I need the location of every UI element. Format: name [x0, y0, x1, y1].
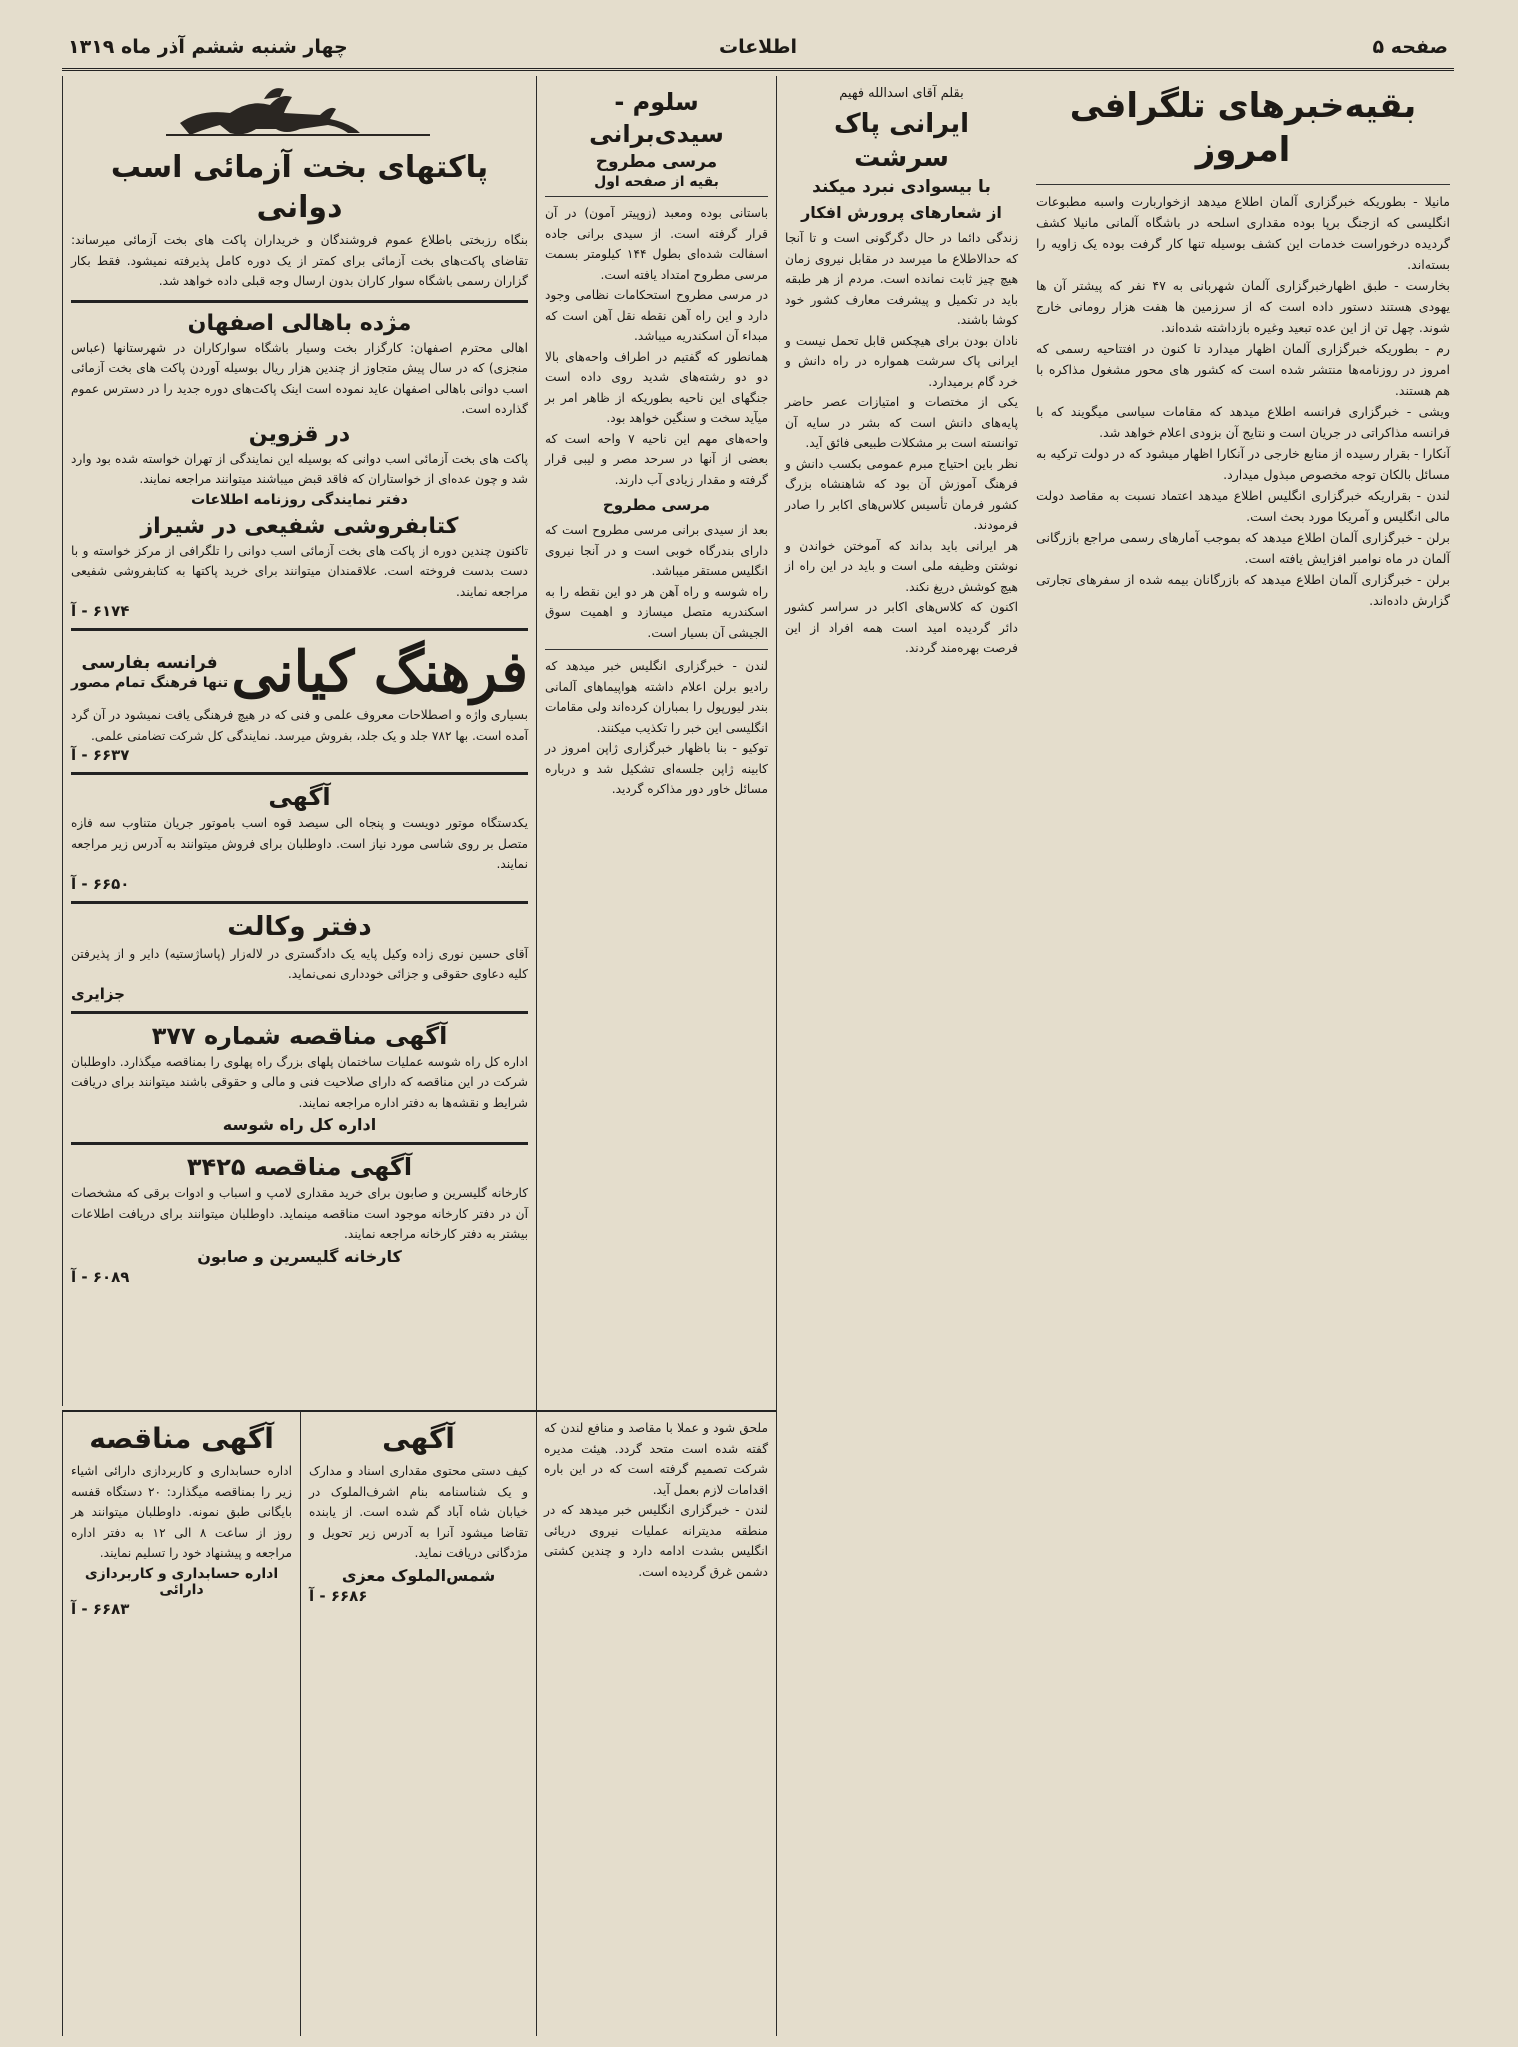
article-paragraph: یکی از مختصات و امتیازات عصر حاضر پایه‌های دانش است که بشر در سایه آن توانسته است بر مشکلات طبیعی فائق آید. [785, 395, 1018, 450]
tender1-title: آگهی مناقصه شماره ۳۷۷ [151, 1021, 448, 1050]
notice-code: ۶۶۵۰ - آ [71, 874, 130, 893]
sallum-paragraph: همانطور که گفتیم در اطراف واحه‌های بالا دو دو رشته‌های شدید روی داده است جنگهای این ناحیه بطوریکه از ظاهر امر بر میآید سخت و سنگین خواهد بود. [545, 349, 768, 425]
article-headline: ایرانی پاک سرشت [833, 109, 970, 173]
tender2-title: آگهی مناقصه ۳۴۲۵ [186, 1153, 413, 1181]
tender1-signature: اداره کل راه شوسه [222, 1115, 377, 1134]
page-number: صفحه ۵ [1372, 36, 1448, 58]
london-news: لندن - خبرگزاری انگلیس خبر میدهد که رادیو برلن اعلام داشته هواپیماهای آلمانی بندر لیورپول را بمباران کرده‌اند ولی مقامات انگلیسی این خبر را تکذیب میکنند. [545, 659, 768, 735]
isfahan-text: اهالی محترم اصفهان: کارگزار بخت وسیار باشگاه سوارکاران در شهرستانها (عباس منجزی) که در سال پیش متجاوز از چندین هزار ریال بوسیله آوردن پاکت های بخت آزمائی اسب دوانی باهالی اصفهان عاید نموده است اینک پاکت‌های دوره جدید را در دسترس عموم گذارده است. [71, 340, 528, 416]
divider [71, 1011, 528, 1014]
article-paragraph: نادان بودن برای هیچکس قابل تحمل نیست و ایرانی پاک سرشت همواره در راه دانش و خرد گام برمیدارد. [785, 333, 1018, 389]
divider [71, 901, 528, 904]
horse-icon [160, 79, 440, 143]
sallum-subhead: مرسی مطروح [595, 152, 718, 172]
finance-tender-signature: اداره حسابداری و کاربردازی دارائی [84, 1565, 279, 1598]
tokyo-news: توکیو - بنا باظهار خبرگزاری ژاپن امروز در کابینه ژاپن جلسه‌ای تشکیل شد و درباره مسائل خاور دور مذاکره گردید. [545, 741, 768, 796]
dictionary-tag: تنها فرهنگ تمام مصور [71, 675, 229, 691]
notice-text: یکدستگاه موتور دویست و پنجاه الی سیصد قوه اسب باموتور جریان متناوب سه فازه متصل بر روی شاسی مورد نیاز است. داوطلبان برای فروش میتوانند به آدرس زیر مراجعه نمایند. [71, 816, 528, 871]
finance-tender-title: آگهی مناقصه [89, 1422, 274, 1455]
dictionary-code: ۶۶۳۷ - آ [71, 746, 130, 764]
news-paragraph: ویشی - خبرگزاری فرانسه اطلاع میدهد که مقامات سیاسی میگویند که با فرانسه مذاکراتی در جریان است و نتایج آن بزودی اعلام خواهد شد. [1036, 404, 1450, 440]
lawyer-text: آقای حسین نوری زاده وکیل پایه یک دادگستری در لاله‌زار (پاساژستیه) دایر و از پذیرفتن کلیه دعاوی حقوقی و جزائی خودداری نمی‌نماید. [71, 946, 528, 981]
news-paragraph: مانیلا - بطوریکه خبرگزاری آلمان اطلاع میدهد ازخواربارت واسبه مطبوعات انگلیسی که ازجنگ برپا بوده مقداری اسلحه در باشگاه آلمانی مانیلا کشف گردیده درخوراست خدمات این کشف بوسیله تنها کار گرفت بوده یک زاویه را بسته‌اند. [1036, 194, 1450, 272]
sallum-paragraph: واحه‌های مهم این ناحیه ۷ واحه است که بعضی از آنها در سرحد مصر و لیبی قرار گرفته و مقدار زیادی آب دارند. [545, 431, 768, 487]
news-paragraph: برلن - خبرگزاری آلمان اطلاع میدهد که بازرگانان بیمه شده از سفرهای تجارتی گزارش داده‌اند. [1036, 572, 1450, 608]
qazvin-signature: دفتر نمایندگی روزنامه اطلاعات [191, 491, 408, 508]
news-paragraph: بخارست - طبق اظهارخبرگزاری آلمان شهربانی به ۴۷ نفر که پیشتر آن ها یهودی هستند دستور داده است که از سرزمین ها هفت هزار رومانی خارج شوند. چهل تن از این عده تبعید وغیره بازداشته شده‌اند. [1036, 278, 1451, 335]
divider [71, 628, 528, 631]
bottom-london-news: لندن - خبرگزاری انگلیس خبر میدهد که در منطقه مدیترانه عملیات نیروی دریائی انگلیس بشدت ادامه دارد و چندین کشتی دشمن غرق گردیده است. [544, 1503, 768, 1579]
telegraph-news-column [1026, 76, 1454, 2036]
tender2-signature: کارخانه گلیسرین و صابون [197, 1246, 402, 1266]
dictionary-ad-header [71, 639, 528, 705]
divider [71, 772, 528, 775]
article-subhead: با بیسوادی نبرد میکند [812, 177, 991, 197]
divider [71, 300, 528, 303]
sallum-paragraph: راه شوسه و راه آهن هر دو این نقطه را به اسکندریه متصل میسازد و اهمیت سوق الجیشی آن بسیار است. [545, 584, 768, 640]
continued-note: بقیه از صفحه اول [594, 174, 719, 190]
sallum-paragraph: باستانی بوده ومعبد (زوپیتر آمون) در آن قرار گرفته است. از سیدی برانی جاده اسفالت شده‌ای بطول ۱۴۴ کیلومتر بسمت مرسی مطروح امتداد یافته است. [545, 206, 768, 282]
news-paragraph: آنکارا - بقرار رسیده از منابع خارجی در آنکارا اظهار میشود که در دولت ترکیه به مسائل بالکان توجه مخصوص مبذول میدارد. [1036, 446, 1450, 482]
article-paragraph: هر ایرانی باید بداند که آموختن خواندن و نوشتن وظیفه ملی است و باید در این راه از هیچ کوشش دریغ نکند. [785, 538, 1018, 594]
dictionary-subtitle: فرانسه بفارسی [81, 653, 218, 673]
qazvin-title: در قزوین [248, 421, 351, 447]
dictionary-text: بسیاری واژه و اصطلاحات معروف علمی و فنی که در هیچ فرهنگی یافت نمیشود در آن گرد آمده است. بها ۷۸۲ جلد و یک جلد، بفروش میرسد. نمایندگی کل شرکت تضامنی علمی. [71, 708, 528, 743]
finance-tender-code: ۶۶۸۳ - آ [71, 1599, 130, 1618]
article-section-title: از شعارهای پرورش افکار [801, 203, 1002, 222]
lawyer-name: جزایری [71, 984, 125, 1003]
divider [545, 649, 768, 650]
lost-bag-code: ۶۶۸۶ - آ [309, 1586, 368, 1605]
tender1-text: اداره کل راه شوسه عملیات ساختمان پلهای بزرگ راه پهلوی را بمناقصه میگذارد. داوطلبان شرکت در این مناقصه که دارای صلاحیت فنی و مالی و حقوقی باشند میتوانند برای دریافت شرایط و نقشه‌ها به دفتر اداره مراجعه نمایند. [71, 1054, 528, 1110]
notice-title: آگهی [268, 783, 331, 811]
newspaper-name: اطلاعات [718, 36, 798, 58]
shiraz-text: تاکنون چندین دوره از پاکت های بخت آزمائی اسب دوانی را تلگرافی از مرکز خواسته و با دست بدست فروخته است. علاقمندان میتوانند برای خرید پاکتها به کتابفروشی شفیعی مراجعه نمایند. [71, 543, 528, 599]
dictionary-title: فرهنگ کیانی [231, 639, 528, 705]
lawyer-title: دفتر وکالت [227, 911, 372, 942]
lost-bag-title: آگهی [382, 1422, 455, 1455]
news-paragraph: رم - بطوریکه خبرگزاری آلمان اظهار میدارد تا کنون در افتتاحیه رسمی که امروز در روزنامه‌ها منتشر شده است که کشور های محور مشغول مذاکره با هم هستند. [1036, 341, 1450, 398]
sallum-paragraph: در مرسی مطروح استحکامات نظامی وجود دارد و این راه آهن نقطه نقل آهن است که مبداء آن اسکندریه میباشد. [545, 288, 768, 343]
isfahan-title: مژده باهالی اصفهان [187, 310, 412, 336]
tickets-title: پاکتهای بخت آزمائی اسب دوانی [110, 150, 489, 225]
sallum-headline: سلوم - سیدی‌برانی [589, 88, 724, 148]
divider [71, 1142, 528, 1145]
divider [1036, 184, 1450, 185]
article-paragraph: زندگی دائما در حال دگرگونی است و تا آنجا که حدالاطلاع ما میرسد در مقابل نیروی زمان هیچ چیز ثابت نمانده است. مردم از هر طبقه باید در تکمیل و پیشرفت معارف کشور خود کوشا باشند. [785, 231, 1018, 327]
divider [545, 196, 768, 197]
qazvin-text: پاکت های بخت آزمائی اسب دوانی که بوسیله این نمایندگی از تهران خواسته شده بود وارد شد و چون عده‌ای از خواستاران که فاقد قبض میباشند میتوانند مراجعه نمایند. [71, 451, 528, 486]
ads-column [62, 76, 536, 1406]
horse-race-illustration [71, 76, 528, 146]
news-paragraph: برلن - خبرگزاری آلمان اطلاع میدهد که بموجب آمارهای رسمی مراجع بازرگانی آلمان در ماه نوامبر افزایش یافته است. [1036, 530, 1450, 566]
article-paragraph: اکنون که کلاس‌های اکابر در سراسر کشور دائر گردیده امید است همه افراد از این فرصت بهره‌مند گردند. [785, 600, 1018, 655]
issue-date: چهار شنبه ششم آذر ماه ۱۳۱۹ [68, 36, 348, 58]
sallum-paragraph: بعد از سیدی برانی مرسی مطروح است که دارای بندرگاه خوبی است و در آنجا نیروی انگلیس مستقر میباشد. [545, 523, 768, 578]
lost-bag-signature: شمس‌الملوک معزی [341, 1565, 496, 1585]
finance-tender-ad [62, 1410, 300, 2036]
shiraz-code: ۶۱۷۴ - آ [71, 602, 130, 620]
finance-tender-text: اداره حسابداری و کاربردازی دارائی اشیاء زیر را بمناقصه میگذارد: ۲۰ دستگاه قفسه بایگانی طبق نمونه. داوطلبان میتوانند هر روز از ساعت ۸ الی ۱۲ به دفتر اداره مراجعه و پیشنهاد خود را تسلیم نمایند. [71, 1464, 292, 1560]
shiraz-title: کتابفروشی شفیعی در شیراز [140, 513, 459, 539]
lost-bag-text: کیف دستی محتوی مقداری اسناد و مدارک و یک شناسنامه بنام اشرف‌الملوک در خیابان شاه آباد گم شده است. از یابنده تقاضا میشود آنرا به آدرس زیر تحویل و مژدگانی دریافت نماید. [309, 1464, 528, 1560]
news-paragraph: لندن - بقراریکه خبرگزاری انگلیس اطلاع میدهد اعتماد نسبت به مقاصد دولت مالی انگلیس و آمریکا مورد بحث است. [1036, 488, 1450, 524]
dictionary-tags [71, 651, 228, 693]
byline: بقلم آقای اسدالله فهیم [839, 86, 964, 101]
article-paragraph: نظر باین احتیاج مبرم عمومی بکسب دانش و فرهنگ آموزش آن بود که شاهنشاه بزرگ کشور فرمان تأسیس کلاس‌های اکابر را صادر فرمودند. [785, 456, 1018, 532]
sallum-section-title: مرسی مطروح [602, 496, 711, 514]
tickets-text: بنگاه رزبختی باطلاع عموم فروشندگان و خریداران پاکت های بخت آزمائی میرساند: تقاضای پاکت‌های بخت آزمائی برای کمتر از یک دوره کامل پذیرفته نمیشود. فقط بکار گزاران رسمی باشگاه سوار کاران بدون ارسال وجه قبلی داده خواهد شد. [71, 233, 528, 288]
page-header [62, 28, 1454, 71]
tender2-text: کارخانه گلیسرین و صابون برای خرید مقداری لامپ و اسباب و ادوات برقی که مشخصات آن در دفتر کارخانه موجود است مناقصه مینماید. داوطلبان میتوانند برای دریافت اطلاعات بیشتر به دفتر کارخانه مراجعه نمایند. [71, 1186, 528, 1241]
bottom-news-text: ملحق شود و عملا با مقاصد و منافع لندن که گفته شده است متحد گردد. هیئت مدیره شرکت تصمیم گرفته است که در این باره اقدامات لازم بعمل آید. [544, 1421, 768, 1497]
telegraph-headline: بقیه‌خبرهای تلگرافی امروز [1069, 86, 1417, 170]
lost-bag-ad [300, 1410, 536, 2036]
iran-article-column [776, 76, 1026, 2036]
tender2-code: ۶۰۸۹ - آ [71, 1267, 130, 1286]
bottom-news-cell [536, 1410, 776, 2036]
